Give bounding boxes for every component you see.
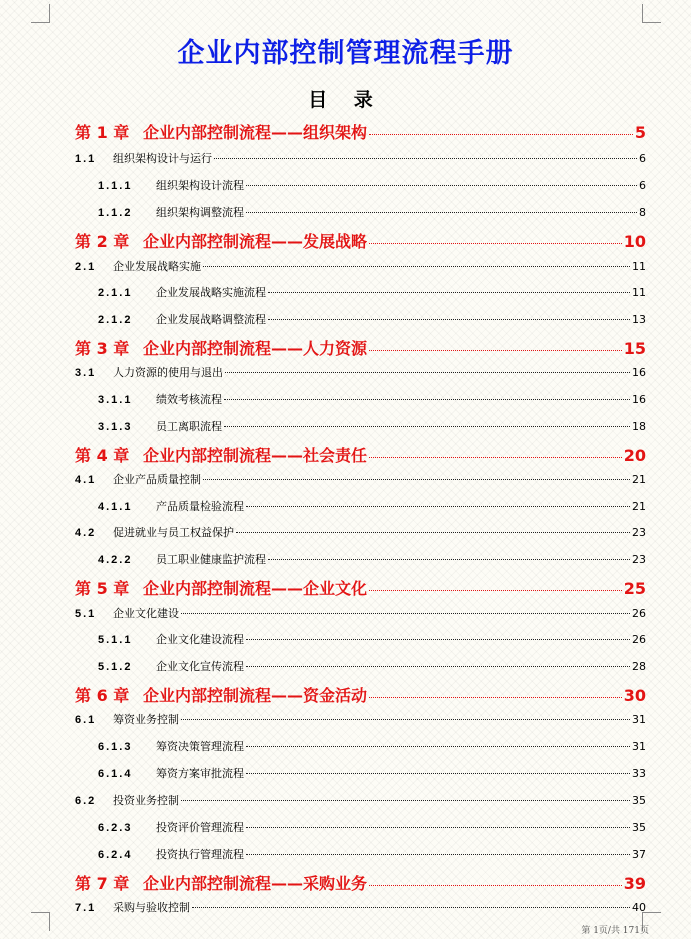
toc-entry-title: 企业内部控制流程——组织架构 [143,123,368,142]
toc-entry-title: 企业内部控制流程——企业文化 [143,579,368,598]
toc-dot-leader [246,772,630,774]
toc-entry-number: 5.1.1 [98,634,133,646]
toc-chapter-entry[interactable] [75,443,646,466]
toc-dot-leader [225,371,630,373]
toc-dot-leader [246,505,630,507]
toc-entry-number: 第 1 章 [75,123,130,142]
toc-subsection-entry[interactable] [98,658,646,674]
toc-entry-page-number: 8 [639,206,646,219]
toc-dot-leader [192,906,630,908]
toc-entry-title: 企业产品质量控制 [113,473,201,486]
toc-entry-number: 5.1.2 [98,661,133,673]
toc-section-entry[interactable] [75,150,646,166]
toc-entry-number: 2.1.1 [98,287,133,299]
toc-entry-number: 4.1 [75,474,97,486]
toc-entry-number: 第 5 章 [75,579,130,598]
toc-dot-leader [224,425,630,427]
toc-entry-title: 企业文化建设流程 [156,633,244,646]
toc-entry-number: 6.2 [75,795,97,807]
toc-subsection-entry[interactable] [98,738,646,754]
toc-chapter-entry[interactable] [75,229,646,252]
toc-entry-page-number: 18 [632,420,646,433]
toc-entry-title: 企业内部控制流程——采购业务 [143,874,368,893]
toc-dot-leader [246,745,630,747]
toc-dot-leader [214,157,637,159]
toc-entry-title: 绩效考核流程 [156,393,222,406]
toc-chapter-entry[interactable] [75,336,646,359]
toc-dot-leader [246,853,630,855]
toc-dot-leader [369,696,622,698]
toc-entry-title: 企业发展战略实施流程 [156,286,266,299]
toc-dot-leader [369,589,622,591]
toc-entry-page-number: 11 [632,286,646,299]
toc-entry-page-number: 20 [623,446,646,465]
toc-entry-page-number: 26 [632,633,646,646]
toc-dot-leader [369,349,622,351]
toc-subsection-entry[interactable] [98,631,646,647]
toc-entry-page-number: 10 [623,232,646,251]
toc-entry-title: 企业文化宣传流程 [156,660,244,673]
toc-entry-page-number: 28 [632,660,646,673]
toc-subsection-entry[interactable] [98,284,646,300]
toc-section-entry[interactable] [75,524,646,540]
toc-heading: 目 录 [308,89,383,111]
toc-entry-title: 组织架构设计流程 [156,179,244,192]
toc-entry-title: 采购与验收控制 [113,901,190,914]
toc-entry-page-number: 5 [634,123,646,142]
toc-subsection-entry[interactable] [98,551,646,567]
toc-dot-leader [246,665,630,667]
toc-entry-number: 第 6 章 [75,686,130,705]
toc-entry-title: 投资业务控制 [113,794,179,807]
toc-entry-page-number: 26 [632,607,646,620]
toc-chapter-entry[interactable] [75,576,646,599]
toc-entry-number: 1.1 [75,153,97,165]
toc-entry-page-number: 21 [632,473,646,486]
toc-entry-page-number: 35 [632,794,646,807]
toc-entry-number: 第 7 章 [75,874,130,893]
toc-dot-leader [268,291,630,293]
toc-entry-number: 3.1.3 [98,421,133,433]
toc-entry-page-number: 13 [632,313,646,326]
toc-section-entry[interactable] [75,258,646,274]
toc-entry-number: 3.1.1 [98,394,133,406]
toc-dot-leader [246,826,630,828]
toc-dot-leader [224,398,630,400]
toc-section-entry[interactable] [75,899,646,915]
toc-dot-leader [181,612,630,614]
toc-entry-number: 第 2 章 [75,232,130,251]
toc-entry-page-number: 6 [639,179,646,192]
toc-entry-title: 员工离职流程 [156,420,222,433]
toc-section-entry[interactable] [75,605,646,621]
toc-entry-title: 筹资业务控制 [113,713,179,726]
toc-dot-leader [181,718,630,720]
document-title: 企业内部控制管理流程手册 [177,38,514,69]
toc-dot-leader [369,242,622,244]
toc-dot-leader [203,478,630,480]
toc-dot-leader [236,531,630,533]
toc-dot-leader [246,184,637,186]
toc-subsection-entry[interactable] [98,204,646,220]
toc-subsection-entry[interactable] [98,177,646,193]
toc-entry-number: 1.1.1 [98,180,133,192]
toc-entry-number: 第 4 章 [75,446,130,465]
toc-entry-title: 投资评价管理流程 [156,821,244,834]
toc-dot-leader [246,638,630,640]
toc-subsection-entry[interactable] [98,418,646,434]
toc-entry-title: 员工职业健康监护流程 [156,553,266,566]
toc-entry-title: 投资执行管理流程 [156,848,244,861]
toc-entry-title: 企业发展战略调整流程 [156,313,266,326]
toc-subsection-entry[interactable] [98,498,646,514]
toc-dot-leader [246,211,637,213]
toc-dot-leader [203,265,630,267]
toc-subsection-entry[interactable] [98,819,646,835]
toc-entry-number: 6.1.4 [98,768,133,780]
toc-entry-title: 促进就业与员工权益保护 [113,526,234,539]
toc-entry-number: 7.1 [75,902,97,914]
toc-entry-page-number: 30 [623,686,646,705]
toc-entry-title: 企业发展战略实施 [113,260,201,273]
toc-chapter-entry[interactable] [75,683,646,706]
toc-entry-page-number: 31 [632,713,646,726]
toc-entry-number: 4.1.1 [98,501,133,513]
toc-entry-page-number: 33 [632,767,646,780]
toc-entry-number: 2.1 [75,261,97,273]
toc-entry-number: 4.2 [75,527,97,539]
toc-subsection-entry[interactable] [98,311,646,327]
toc-entry-number: 1.1.2 [98,207,133,219]
toc-section-entry[interactable] [75,471,646,487]
toc-entry-page-number: 35 [632,821,646,834]
toc-entry-number: 2.1.2 [98,314,133,326]
toc-dot-leader [369,456,622,458]
toc-section-entry[interactable] [75,792,646,808]
toc-entry-title: 组织架构调整流程 [156,206,244,219]
toc-dot-leader [181,799,630,801]
toc-dot-leader [369,133,633,135]
toc-entry-number: 6.2.3 [98,822,133,834]
toc-entry-title: 企业内部控制流程——资金活动 [143,686,368,705]
toc-subsection-entry[interactable] [98,765,646,781]
toc-dot-leader [268,558,630,560]
toc-entry-number: 第 3 章 [75,339,130,358]
toc-entry-title: 企业内部控制流程——发展战略 [143,232,368,251]
toc-entry-page-number: 23 [632,526,646,539]
toc-entry-title: 企业文化建设 [113,607,179,620]
toc-entry-number: 5.1 [75,608,97,620]
toc-entry-page-number: 16 [632,366,646,379]
toc-entry-title: 企业内部控制流程——人力资源 [143,339,368,358]
toc-entry-page-number: 31 [632,740,646,753]
toc-entry-page-number: 23 [632,553,646,566]
toc-entry-number: 6.1.3 [98,741,133,753]
toc-entry-number: 6.1 [75,714,97,726]
toc-entry-page-number: 15 [623,339,646,358]
toc-entry-title: 筹资决策管理流程 [156,740,244,753]
toc-section-entry[interactable] [75,711,646,727]
toc-entry-page-number: 25 [623,579,646,598]
toc-dot-leader [369,884,622,886]
toc-chapter-entry[interactable] [75,871,646,894]
toc-entry-page-number: 11 [632,260,646,273]
page-footer: 第 1页/共 171页 [581,926,649,936]
toc-entry-page-number: 39 [623,874,646,893]
toc-dot-leader [268,318,630,320]
toc-section-entry[interactable] [75,364,646,380]
toc-entry-page-number: 6 [639,152,646,165]
toc-entry-title: 组织架构设计与运行 [113,152,212,165]
toc-entry-page-number: 37 [632,848,646,861]
toc-subsection-entry[interactable] [98,846,646,862]
toc-entry-page-number: 21 [632,500,646,513]
toc-subsection-entry[interactable] [98,391,646,407]
toc-entry-title: 产品质量检验流程 [156,500,244,513]
toc-entry-page-number: 16 [632,393,646,406]
toc-entry-number: 4.2.2 [98,554,133,566]
toc-entry-number: 3.1 [75,367,97,379]
toc-chapter-entry[interactable] [75,120,646,143]
toc-entry-title: 人力资源的使用与退出 [113,366,223,379]
toc-entry-number: 6.2.4 [98,849,133,861]
toc-entry-title: 企业内部控制流程——社会责任 [143,446,368,465]
toc-entry-title: 筹资方案审批流程 [156,767,244,780]
toc-entry-page-number: 40 [632,901,646,914]
